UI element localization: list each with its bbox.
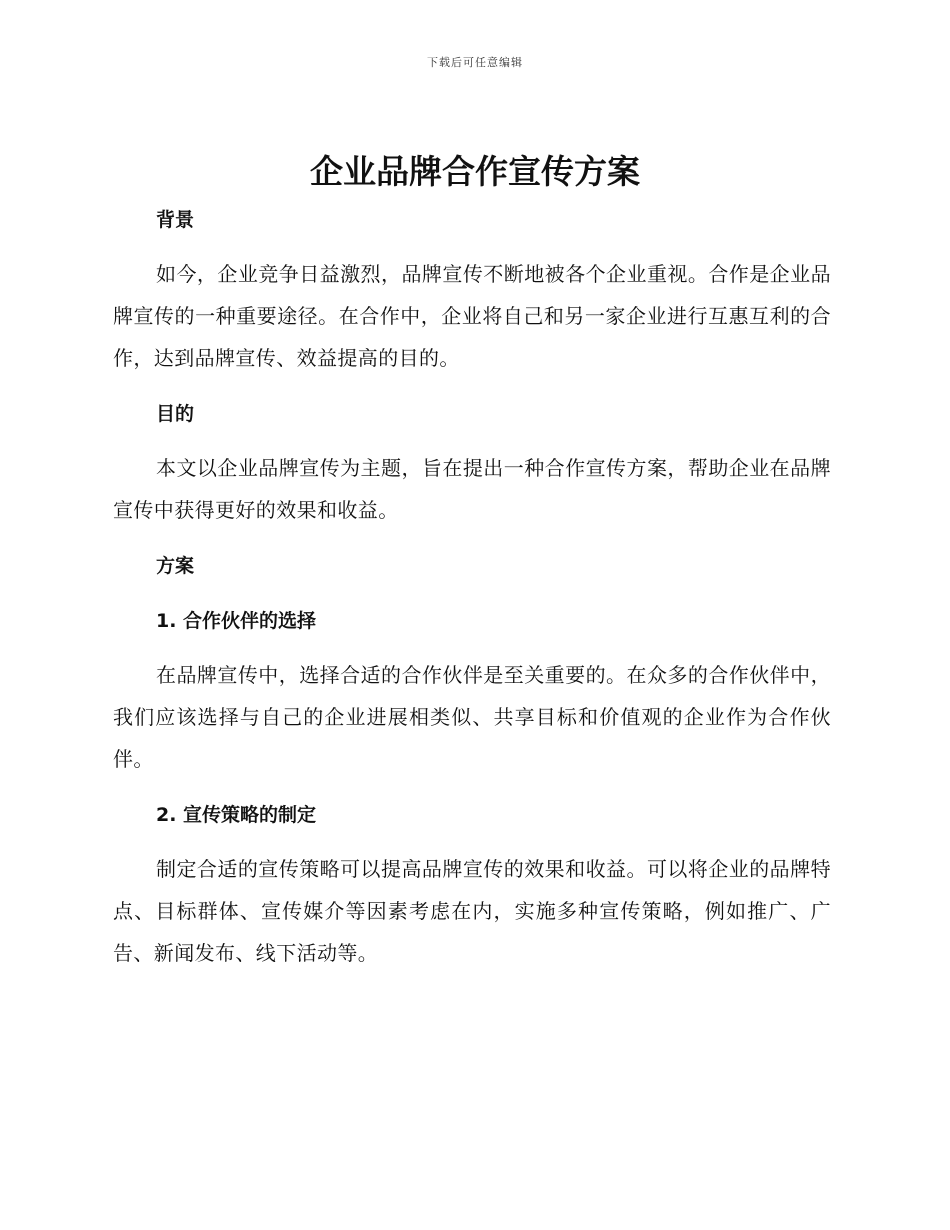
section-heading: 目的 (156, 403, 195, 425)
section-background-body (113, 253, 831, 379)
section-purpose (113, 400, 831, 428)
section-heading: 背景 (156, 209, 195, 231)
section-paragraph: 制定合适的宣传策略可以提高品牌宣传的效果和收益。可以将企业的品牌特点、目标群体、宣传媒介等因素考虑在内，实施多种宣传策略，例如推广、广告、新闻发布、线下活动等。 (113, 857, 831, 965)
section-background (113, 206, 831, 234)
section-heading: 2. 宣传策略的制定 (156, 804, 317, 826)
section-plan (113, 552, 831, 580)
section-partner-selection (113, 607, 831, 635)
section-strategy (113, 801, 831, 829)
document-title: 企业品牌合作宣传方案 (310, 152, 640, 191)
section-purpose-body (113, 447, 831, 531)
section-heading: 1. 合作伙伴的选择 (156, 610, 317, 632)
section-paragraph: 本文以企业品牌宣传为主题，旨在提出一种合作宣传方案，帮助企业在品牌宣传中获得更好的效果和收益。 (113, 456, 831, 522)
section-heading: 方案 (156, 555, 195, 577)
section-paragraph: 如今，企业竞争日益激烈，品牌宣传不断地被各个企业重视。合作是企业品牌宣传的一种重要途径。在合作中，企业将自己和另一家企业进行互惠互利的合作，达到品牌宣传、效益提高的目的。 (113, 262, 831, 370)
header-note: 下载后可任意编辑 (427, 56, 523, 69)
section-paragraph: 在品牌宣传中，选择合适的合作伙伴是至关重要的。在众多的合作伙伴中，我们应该选择与自己的企业进展相类似、共享目标和价值观的企业作为合作伙伴。 (113, 663, 831, 771)
section-strategy-body (113, 848, 831, 974)
section-partner-selection-body (113, 654, 831, 780)
